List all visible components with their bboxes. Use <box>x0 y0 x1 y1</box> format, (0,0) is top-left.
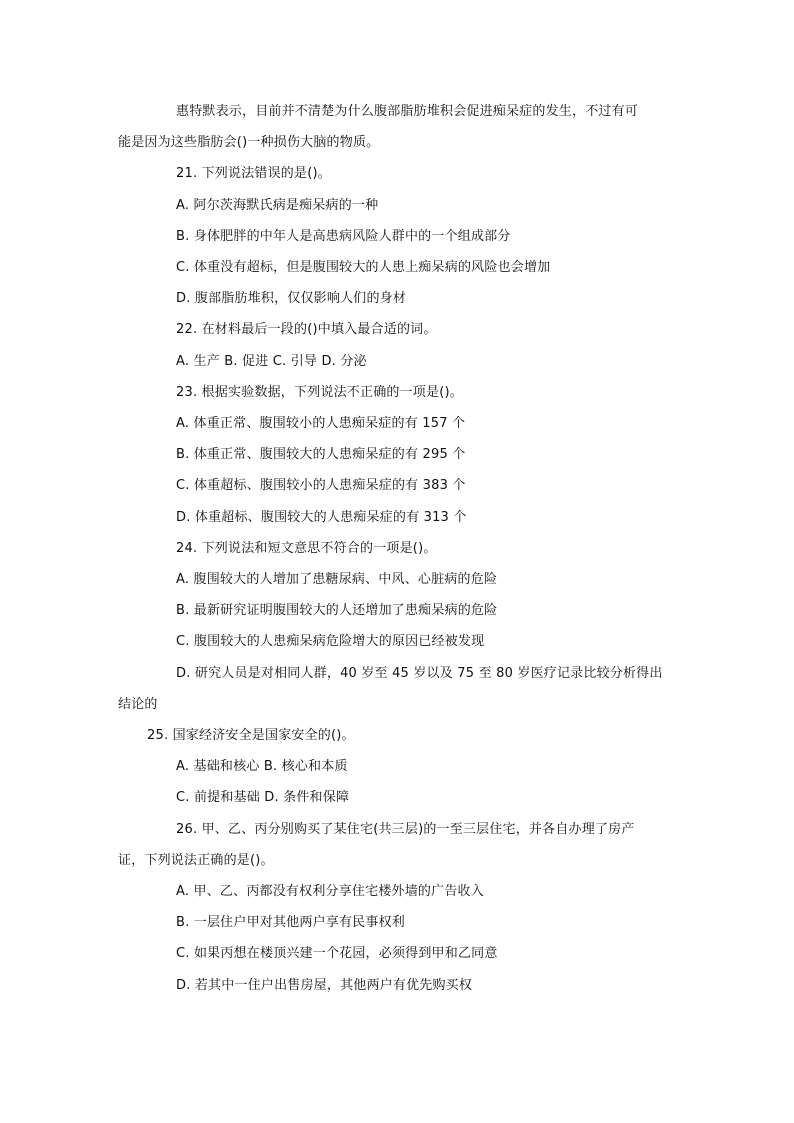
question-26: 26. 甲、乙、丙分别购买了某住宅(共三层)的一至三层住宅，并各自办理了房产 <box>176 822 635 837</box>
q23-option-d: D. 体重超标、腹围较大的人患痴呆症的有 313 个 <box>176 510 467 525</box>
q24-option-a: A. 腹围较大的人增加了患糖尿病、中风、心脏病的危险 <box>176 572 498 587</box>
question-23: 23. 根据实验数据，下列说法不正确的一项是()。 <box>176 385 463 400</box>
q25-options-cd: C. 前提和基础 D. 条件和保障 <box>176 790 350 805</box>
paragraph-line-2: 能是因为这些脂肪会()一种损伤大脑的物质。 <box>118 135 380 150</box>
q24-option-d-continued: 结论的 <box>118 697 158 712</box>
question-21: 21. 下列说法错误的是()。 <box>176 166 331 181</box>
question-24: 24. 下列说法和短文意思不符合的一项是()。 <box>176 541 437 556</box>
paragraph-line-1: 惠特默表示，目前并不清楚为什么腹部脂肪堆积会促进痴呆症的发生，不过有可 <box>176 104 639 119</box>
question-26-continued: 证，下列说法正确的是()。 <box>118 853 274 868</box>
q21-option-c: C. 体重没有超标，但是腹围较大的人患上痴呆病的风险也会增加 <box>176 260 551 275</box>
q26-option-b: B. 一层住户甲对其他两户享有民事权利 <box>176 915 405 930</box>
q26-option-c: C. 如果丙想在楼顶兴建一个花园，必须得到甲和乙同意 <box>176 946 498 961</box>
q24-option-b: B. 最新研究证明腹围较大的人还增加了患痴呆病的危险 <box>176 603 498 618</box>
q24-option-d: D. 研究人员是对相同人群，40 岁至 45 岁以及 75 至 80 岁医疗记录比较分析得出 <box>176 666 663 681</box>
q24-option-c: C. 腹围较大的人患痴呆病危险增大的原因已经被发现 <box>176 634 485 649</box>
q26-option-a: A. 甲、乙、丙都没有权利分享住宅楼外墙的广告收入 <box>176 884 484 899</box>
q23-option-c: C. 体重超标、腹围较小的人患痴呆症的有 383 个 <box>176 478 466 493</box>
q22-options: A. 生产 B. 促进 C. 引导 D. 分泌 <box>176 354 367 369</box>
q26-option-d: D. 若其中一住户出售房屋，其他两户有优先购买权 <box>176 978 473 993</box>
question-25: 25. 国家经济安全是国家安全的()。 <box>147 728 355 743</box>
q21-option-b: B. 身体肥胖的中年人是高患病风险人群中的一个组成部分 <box>176 229 511 244</box>
q21-option-d: D. 腹部脂肪堆积，仅仅影响人们的身材 <box>176 291 407 306</box>
q25-options-ab: A. 基础和核心 B. 核心和本质 <box>176 759 348 774</box>
q21-option-a: A. 阿尔茨海默氏病是痴呆病的一种 <box>176 198 379 213</box>
question-22: 22. 在材料最后一段的()中填入最合适的词。 <box>176 322 437 337</box>
q23-option-a: A. 体重正常、腹围较小的人患痴呆症的有 157 个 <box>176 416 466 431</box>
q23-option-b: B. 体重正常、腹围较大的人患痴呆症的有 295 个 <box>176 447 466 462</box>
